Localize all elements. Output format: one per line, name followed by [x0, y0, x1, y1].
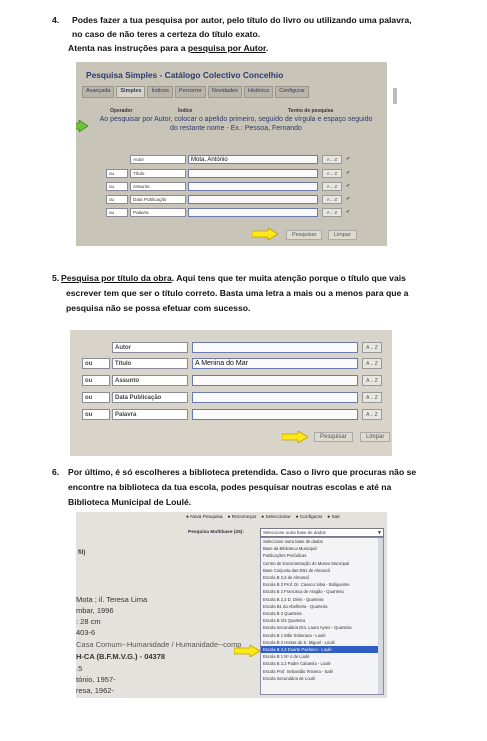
record-details — [76, 594, 260, 698]
search-row — [76, 169, 387, 179]
az-button[interactable]: A .. Z — [322, 208, 342, 217]
author-search-hint: Ao pesquisar por Autor, colocar o apelido primeiro, seguido de vírgula e espaço seguido do restante nome - Ex.: Pessoa, Fernando — [99, 116, 373, 132]
library-option[interactable]: Centro de Documentação do Museu Municipal — [263, 560, 350, 566]
search-term-input[interactable] — [188, 195, 318, 204]
col-operador: Operador — [110, 108, 133, 114]
az-button[interactable]: A .. Z — [322, 169, 342, 178]
library-option[interactable]: Escola Secundária de Loulé — [263, 675, 316, 681]
configure-button[interactable]: ● Configurar — [295, 515, 323, 520]
step-4-number: 4. — [52, 15, 60, 25]
search-row — [70, 375, 392, 385]
operator-select[interactable]: ou — [106, 169, 128, 178]
list-scrollbar[interactable] — [378, 538, 383, 694]
index-select[interactable]: Autor — [112, 342, 188, 353]
record-line: H-CA (B.F.M.V.G.) - 04378 — [76, 652, 166, 661]
search-row — [76, 182, 387, 192]
az-button[interactable]: A .. Z — [322, 195, 342, 204]
search-row — [70, 409, 392, 419]
scrollbar-thumb[interactable] — [393, 88, 397, 104]
step-5-line-3: pesquisa não se possa efetuar com sucesso. — [66, 303, 251, 313]
az-button[interactable]: A .. Z — [362, 409, 382, 420]
operator-select[interactable]: ou — [82, 358, 110, 369]
library-option[interactable]: Seleccione outra base de dados — [263, 539, 323, 544]
tab-configurar[interactable]: Configurar — [275, 86, 309, 98]
index-select[interactable]: Palavra — [112, 409, 188, 420]
record-line: Mota ; il. Teresa Lima — [76, 595, 148, 604]
step-5-line-1-rest: . Aqui tens que ter muita atenção porque o título que vais — [171, 273, 406, 283]
search-term-input[interactable] — [192, 342, 358, 353]
left-snippet: fil) — [78, 550, 86, 556]
tab-avancada[interactable]: Avançada — [82, 86, 114, 98]
exit-label: Sair — [331, 515, 340, 520]
checkmark-icon: ✔ — [346, 156, 351, 162]
step-6-line-2: encontre na biblioteca da tua escola, podes pesquisar noutras escolas e até na — [68, 482, 392, 492]
tab-simples[interactable]: Simples — [116, 86, 145, 98]
index-select[interactable]: Autor — [130, 155, 186, 164]
yellow-arrow-icon — [234, 645, 260, 657]
screenshot-simple-search — [76, 62, 387, 246]
step-4-author-search-link: pesquisa por Autor — [187, 43, 266, 53]
library-option[interactable]: Base Conjunta das EB1 de Almancil — [263, 567, 331, 573]
library-list[interactable] — [260, 537, 384, 695]
record-line: tónio, 1957- — [76, 675, 116, 684]
search-row — [76, 195, 387, 205]
library-option[interactable]: Escola B 2 Quarteira — [263, 611, 302, 617]
clear-button[interactable]: Limpar — [360, 432, 390, 442]
yellow-arrow-icon — [252, 228, 278, 240]
search-term-input[interactable] — [192, 392, 358, 403]
step-6-line-3: Biblioteca Municipal de Loulé. — [68, 497, 192, 507]
search-button[interactable]: Pesquisar — [286, 230, 322, 240]
az-button[interactable]: A .. Z — [362, 358, 382, 369]
tab-novidades[interactable]: Novidades — [208, 86, 242, 98]
record-line: mbar, 1996 — [76, 606, 114, 615]
green-arrow-icon — [76, 120, 88, 132]
screenshot-title-search — [70, 330, 392, 456]
clear-button[interactable]: Limpar — [328, 230, 357, 240]
library-option[interactable]: Escola B 2 Hortas de S. Miguel - Loulé — [263, 639, 335, 645]
checkmark-icon: ✔ — [346, 196, 351, 202]
operator-select[interactable]: ou — [106, 182, 128, 191]
library-option-selected[interactable]: Escola B 2,3 Duarte Pacheco - Loulé — [261, 646, 383, 653]
restart-button[interactable]: ● Recomeçar — [227, 515, 257, 520]
library-option[interactable]: Escola B 1 Mãe Soberana - Loulé — [263, 632, 326, 638]
step-5-line-1 — [61, 272, 406, 286]
checkmark-icon: ✔ — [346, 170, 351, 176]
az-button[interactable]: A .. Z — [322, 155, 342, 164]
library-option[interactable]: Base da Biblioteca Municipal — [263, 546, 317, 552]
index-select[interactable]: Palavra — [130, 208, 186, 217]
az-button[interactable]: A .. Z — [362, 375, 382, 386]
tab-historico[interactable]: Histórico — [244, 86, 273, 98]
index-select[interactable]: Data Publicação — [112, 392, 188, 403]
record-line: resa, 1962- — [76, 686, 114, 695]
search-row — [76, 208, 387, 218]
search-tabs — [82, 86, 376, 98]
yellow-arrow-icon — [282, 431, 308, 443]
record-line: .5 — [76, 664, 83, 673]
library-option[interactable]: Escola B 2,3 Padre Cabanita - Loulé — [263, 661, 331, 667]
search-row — [70, 342, 392, 352]
step-4-line-2: no caso de não teres a certeza do título exato. — [72, 29, 261, 39]
index-select[interactable]: Assunto — [130, 182, 186, 191]
catalog-title: Pesquisa Simples - Catálogo Colectivo Concelhio — [86, 70, 284, 80]
step-4-line-3-suffix: . — [265, 43, 269, 53]
col-termo: Termo de pesquisa — [288, 108, 334, 114]
search-row — [70, 358, 392, 368]
library-option[interactable]: Escola B 1 Nº 4 de Loulé — [263, 654, 310, 660]
restart-label: Recomeçar — [231, 515, 257, 520]
library-option[interactable]: Escola B1 da Abelheira - Quarteira — [263, 603, 328, 609]
operator-select[interactable]: ou — [82, 375, 110, 386]
library-option[interactable]: Escola B 2 Prof. Dr. Cavaco Silva - Boliqueime — [263, 582, 350, 588]
search-term-input[interactable] — [188, 169, 318, 178]
toolbar — [186, 515, 386, 525]
step-5-number: 5. — [52, 273, 60, 283]
multibase-label: Pesquisa Multibase (25): — [188, 530, 244, 535]
record-line: : 28 cm — [76, 617, 101, 626]
exit-button[interactable]: ● Sair — [327, 515, 340, 520]
search-term-input[interactable] — [192, 375, 358, 386]
step-4-line-3-prefix: Atenta nas instruções para a — [68, 43, 188, 53]
library-option[interactable]: Escola B 2 Francisca de Aragão - Quarteira — [263, 589, 344, 595]
new-search-button[interactable]: ● Nova Pesquisa — [186, 515, 223, 520]
step-6-line-1: Por último, é só escolheres a biblioteca pretendida. Caso o livro que procuras não se — [68, 467, 417, 477]
col-indice: Índice — [178, 108, 193, 114]
search-row — [70, 392, 392, 402]
library-option[interactable]: Escola B 2,3 D. Dinis - Quarteira — [263, 596, 324, 602]
step-4-line-3 — [68, 42, 268, 56]
index-select[interactable]: Título — [112, 358, 188, 369]
library-option[interactable]: Publicações Periódicas — [263, 553, 307, 559]
index-select[interactable]: Título — [130, 169, 186, 178]
library-option[interactable]: Escola Prof. Sebastião Teixeira - Salir — [263, 668, 333, 674]
operator-select[interactable]: ou — [82, 409, 110, 420]
step-6-number: 6. — [52, 467, 60, 477]
library-dropdown[interactable] — [260, 528, 384, 537]
search-term-input[interactable] — [192, 409, 358, 420]
az-button[interactable]: A .. Z — [362, 342, 382, 353]
new-search-label: Nova Pesquisa — [190, 515, 223, 520]
tab-percorrer[interactable]: Percorrer — [175, 86, 206, 98]
library-option[interactable]: Escola B 2/3 Quarteira — [263, 618, 306, 624]
step-5-title-search-link: Pesquisa por título da obra — [61, 273, 172, 283]
search-row — [76, 155, 387, 165]
az-button[interactable]: A .. Z — [362, 392, 382, 403]
operator-select[interactable]: ou — [106, 208, 128, 217]
library-dropdown-value: Seleccione outra base de dados — [263, 530, 326, 535]
screenshot-library-selection — [76, 512, 387, 698]
search-term-input[interactable] — [188, 208, 318, 217]
index-select[interactable]: Data Publicação — [130, 195, 186, 204]
search-term-input[interactable]: Mota, António — [188, 155, 318, 164]
step-4-line-1: Podes fazer a tua pesquisa por autor, pelo título do livro ou utilizando uma palavra, — [72, 15, 412, 25]
select-label: Seleccionar — [265, 515, 291, 520]
step-5-line-2: escrever tem que ser o título correto. Basta uma letra a mais ou a menos para que a — [66, 288, 409, 298]
tab-indices[interactable]: Índices — [147, 86, 172, 98]
record-line: Casa Comum--Humanidade / Humanidade--comp — [76, 640, 242, 649]
operator-select[interactable]: ou — [82, 392, 110, 403]
search-button[interactable]: Pesquisar — [314, 432, 353, 442]
operator-select[interactable]: ou — [106, 195, 128, 204]
library-option[interactable]: Escola Secundária Dra. Laura Ayres - Quarteira — [263, 625, 352, 631]
az-button[interactable]: A .. Z — [322, 182, 342, 191]
select-button[interactable]: ● Seleccionar — [261, 515, 291, 520]
chevron-down-icon: ▼ — [377, 530, 382, 536]
checkmark-icon: ✔ — [346, 209, 351, 215]
index-select[interactable]: Assunto — [112, 375, 188, 386]
configure-label: Configurar — [299, 515, 323, 520]
record-line: 403-6 — [76, 628, 96, 637]
checkmark-icon: ✔ — [346, 183, 351, 189]
library-option[interactable]: Escola B 2,3 de Almancil — [263, 575, 310, 581]
search-term-input[interactable] — [188, 182, 318, 191]
search-term-input[interactable]: A Menina do Mar — [192, 358, 358, 369]
